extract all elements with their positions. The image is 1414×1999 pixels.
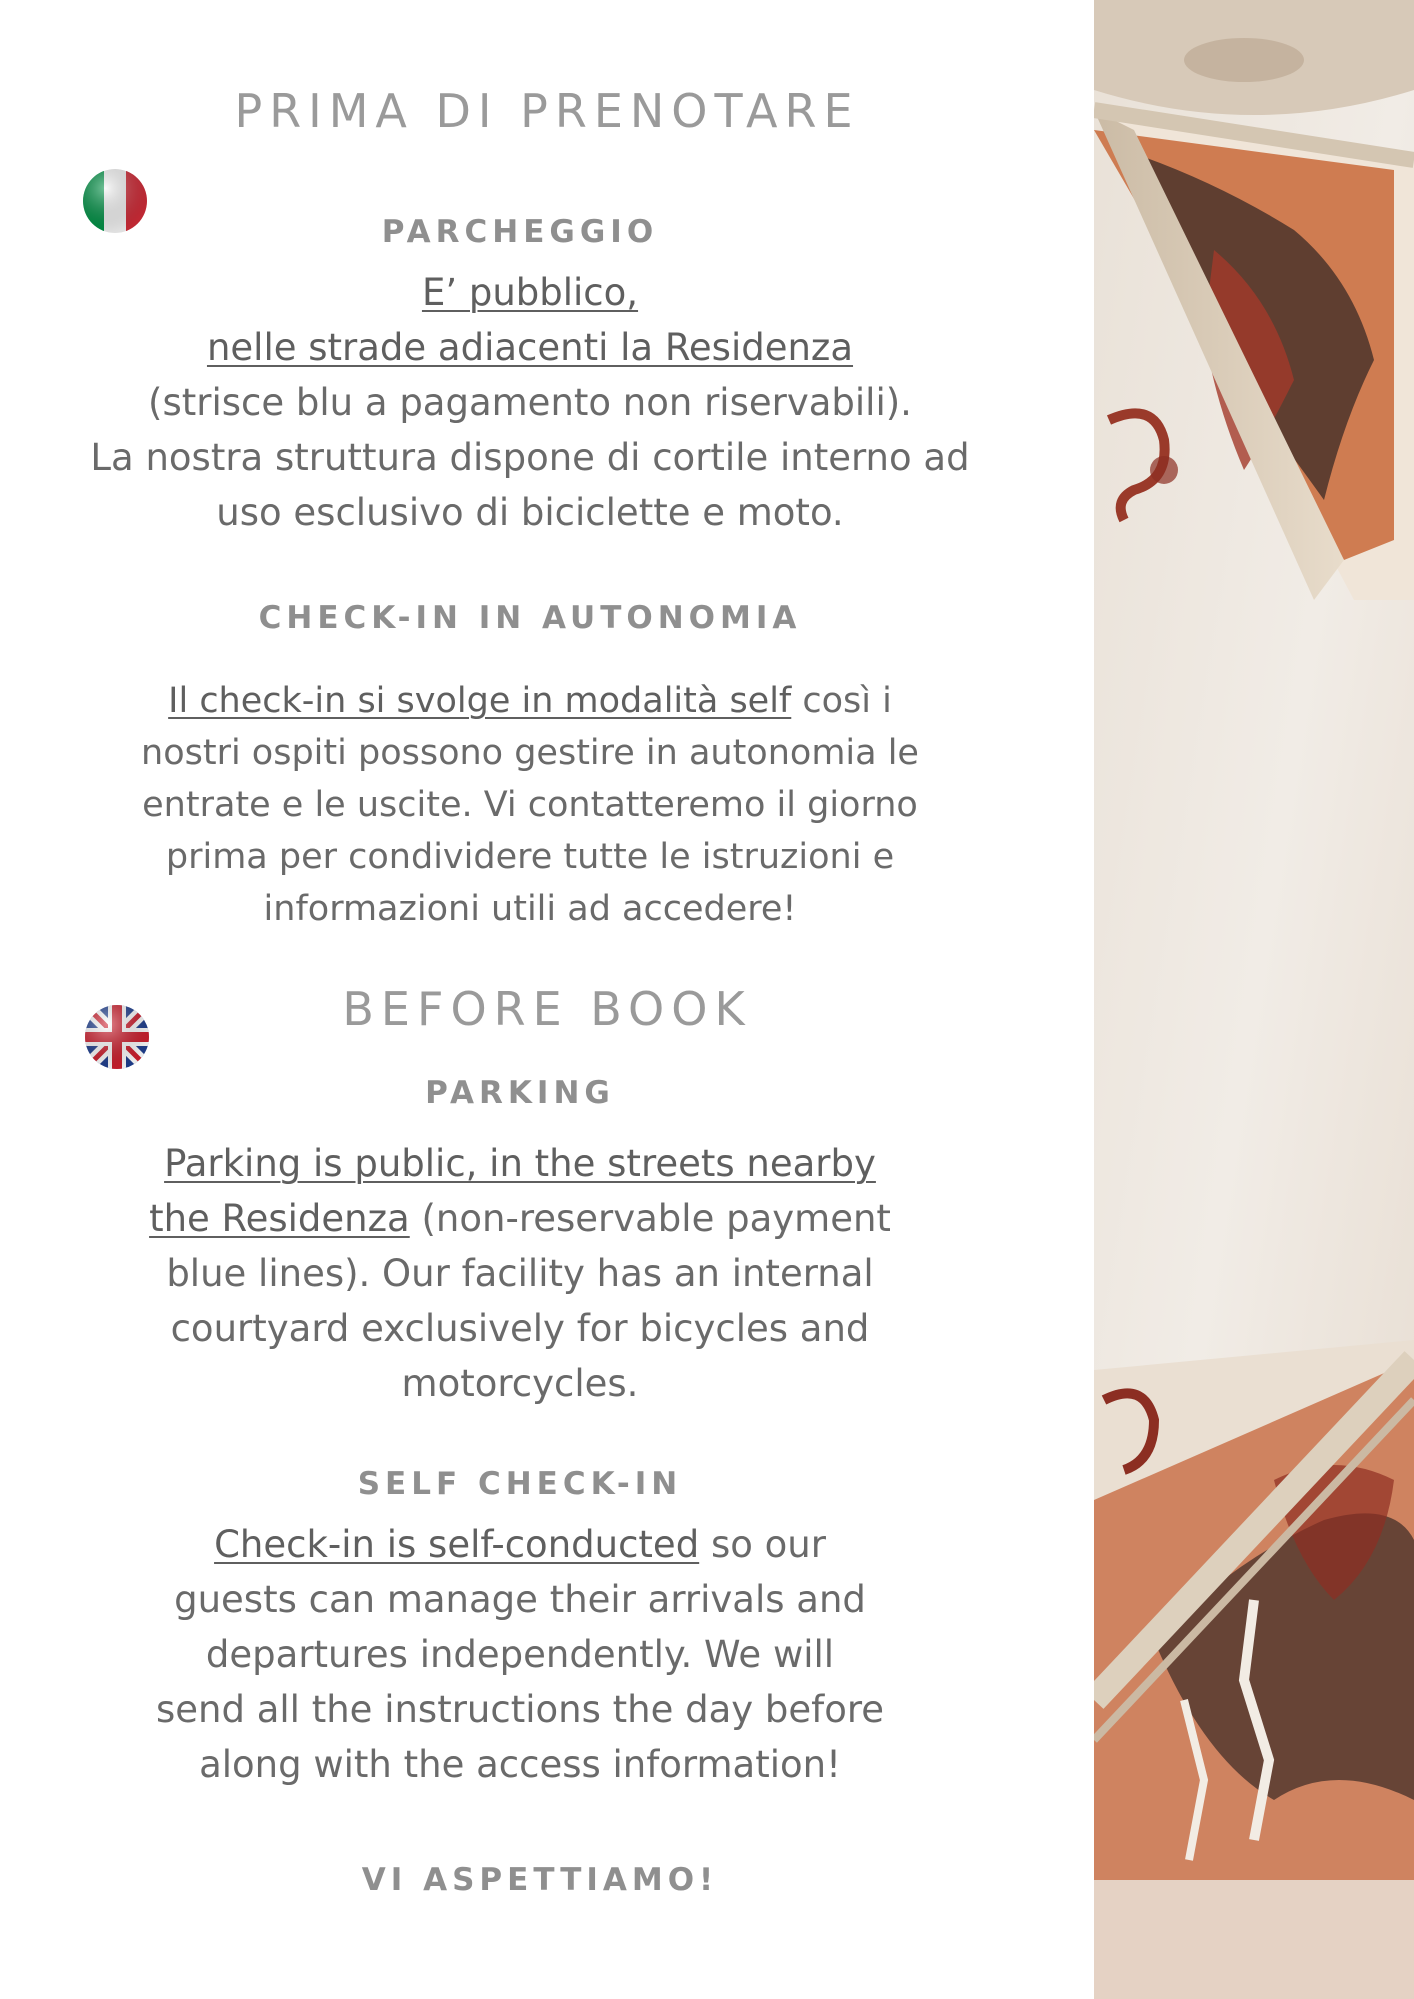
parking-heading-it: PARCHEGGIO [381, 214, 659, 250]
parking-heading-en: PARKING [425, 1075, 615, 1111]
checkin-line2: nostri ospiti possono gestire in autonomia le [141, 733, 919, 773]
checkin-self-en-link: Check-in is self-conducted [214, 1523, 700, 1566]
parking-en-line2-rest: (non-reservable payment [409, 1197, 891, 1240]
parking-public-en-link: Parking is public, in the streets nearby [164, 1142, 876, 1185]
checkin-en-line5: along with the access information! [199, 1743, 841, 1786]
parking-public-link: E’ pubblico, [421, 271, 639, 314]
parking-en-line4: courtyard exclusively for bicycles and [170, 1307, 870, 1350]
checkin-self-link: Il check-in si svolge in modalità self [168, 681, 792, 721]
parking-text-it [0, 265, 1060, 540]
checkin-text-en [0, 1517, 1040, 1792]
parking-line3: (strisce blu a pagamento non riservabili). [148, 381, 912, 424]
english-title: BEFORE BOOK [342, 982, 752, 1036]
checkin-en-line3: departures independently. We will [205, 1633, 835, 1676]
fresco-decoration [1094, 0, 1414, 1999]
italian-title: PRIMA DI PRENOTARE [234, 84, 860, 138]
parking-residenza-link: the Residenza [149, 1197, 410, 1240]
parking-line4: La nostra struttura dispone di cortile interno ad [90, 436, 970, 479]
checkin-en-line1-rest: so our [699, 1523, 826, 1566]
checkin-text-it [0, 675, 1060, 935]
checkin-line3: entrate e le uscite. Vi contatteremo il giorno [142, 785, 918, 825]
checkin-heading-it: CHECK-IN IN AUTONOMIA [258, 600, 802, 636]
checkin-en-line2: guests can manage their arrivals and [174, 1578, 866, 1621]
parking-en-line3: blue lines). Our facility has an internal [166, 1252, 874, 1295]
checkin-heading-en: SELF CHECK-IN [357, 1466, 683, 1502]
checkin-line1-rest: così i [791, 681, 892, 721]
parking-line5: uso esclusivo di biciclette e moto. [216, 491, 844, 534]
checkin-line5: informazioni utili ad accedere! [263, 889, 797, 929]
closing-heading: VI ASPETTIAMO! [361, 1862, 719, 1898]
parking-text-en [0, 1136, 1040, 1411]
checkin-line4: prima per condividere tutte le istruzioni e [165, 837, 895, 877]
parking-en-line5: motorcycles. [401, 1362, 639, 1405]
uk-flag-icon [84, 1004, 150, 1070]
parking-streets-link: nelle strade adiacenti la Residenza [206, 326, 854, 369]
checkin-en-line4: send all the instructions the day before [155, 1688, 885, 1731]
